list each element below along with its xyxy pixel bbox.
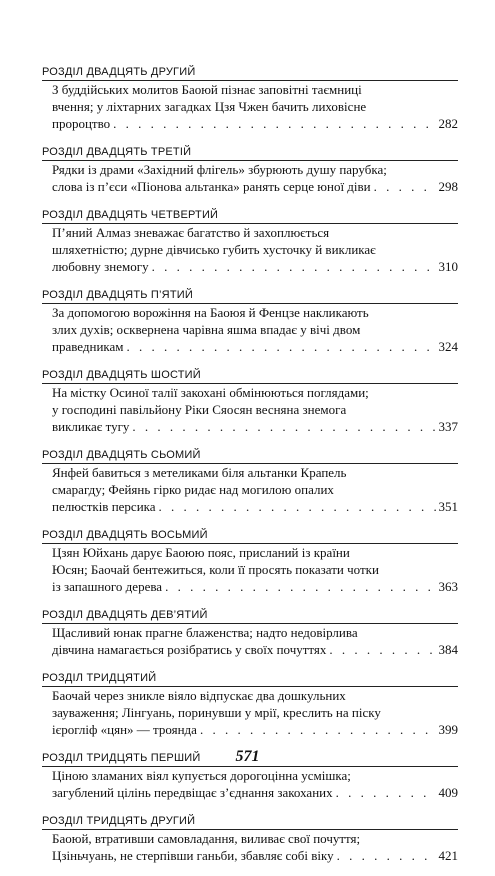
chapter-page-number: 384 — [438, 642, 458, 657]
chapter-page-number: 409 — [438, 785, 458, 800]
summary-line: ієрогліф «цян» — троянда — [52, 722, 197, 737]
summary-last-line — [52, 418, 458, 435]
chapter-summary — [52, 767, 458, 801]
summary-last-line — [52, 784, 458, 801]
chapter-summary — [52, 464, 458, 515]
summary-last-line — [52, 338, 458, 355]
leader-dots — [374, 178, 436, 195]
toc-entry — [42, 207, 458, 275]
chapter-summary — [52, 224, 458, 275]
summary-line: Баоюй, втративши самовладання, виливає свої почуття; — [52, 831, 361, 846]
chapter-summary — [52, 81, 458, 132]
summary-line: пелюстків персика — [52, 499, 156, 514]
summary-line: П’яний Алмаз зневажає багатство й захоплюється — [52, 225, 330, 240]
chapter-page-number: 282 — [438, 116, 458, 131]
summary-line: Цзіньчуань, не стерпівши ганьби, збавляє собі віку — [52, 848, 334, 863]
page-number: 571 — [235, 748, 260, 765]
leader-dots — [127, 338, 436, 355]
chapter-summary — [52, 304, 458, 355]
summary-line: любовну знемогу — [52, 259, 149, 274]
chapter-summary — [52, 161, 458, 195]
summary-last-line — [52, 721, 458, 738]
toc-entry — [42, 64, 458, 132]
chapter-page-number: 310 — [438, 259, 458, 274]
toc-entry — [42, 527, 458, 595]
chapter-page-number: 399 — [438, 722, 458, 737]
summary-line: вчення; у ліхтарних загадках Цзя Чжен бачить лиховісне — [52, 99, 367, 114]
chapter-title: РОЗДІЛ ДВАДЦЯТЬ СЬОМИЙ — [42, 447, 458, 464]
summary-line: праведникам — [52, 339, 124, 354]
chapter-title: РОЗДІЛ ТРИДЦЯТЬ ПЕРШИЙ — [42, 750, 458, 767]
summary-line: смарагду; Фейянь гірко ридає над могилою опалих — [52, 482, 334, 497]
summary-line: За допомогою ворожіння на Баоюя й Фенцзе накликають — [52, 305, 369, 320]
chapter-page-number: 363 — [438, 579, 458, 594]
chapter-page-number: 298 — [438, 179, 458, 194]
chapter-page-number: 324 — [438, 339, 458, 354]
summary-line: З буддійських молитов Баоюй пізнає заповітні таємниці — [52, 82, 362, 97]
summary-line: пророцтво — [52, 116, 111, 131]
summary-line: слова із п’єси «Піонова альтанка» ранять серце юної діви — [52, 179, 371, 194]
chapter-summary — [52, 384, 458, 435]
toc-entry — [42, 813, 458, 864]
leader-dots — [337, 847, 436, 864]
chapter-title: РОЗДІЛ ДВАДЦЯТЬ ЧЕТВЕРТИЙ — [42, 207, 458, 224]
chapter-title: РОЗДІЛ ДВАДЦЯТЬ ТРЕТІЙ — [42, 144, 458, 161]
chapter-page-number: 421 — [438, 848, 458, 863]
summary-line: дівчина намагається розібратись у своїх почуттях — [52, 642, 327, 657]
toc-entry — [42, 447, 458, 515]
summary-line: викликає тугу — [52, 419, 130, 434]
summary-line: Рядки із драми «Західний флігель» збурюють душу парубка; — [52, 162, 387, 177]
summary-line: злих духів; осквернена чарівна яшма впадає у вічі двом — [52, 322, 361, 337]
summary-last-line — [52, 115, 458, 132]
summary-last-line — [52, 641, 458, 658]
summary-line: Баочай через зникле віяло відпускає два дошкульних — [52, 688, 346, 703]
chapter-title: РОЗДІЛ ТРИДЦЯТЬ ДРУГИЙ — [42, 813, 458, 830]
toc-entry — [42, 607, 458, 658]
summary-last-line — [52, 258, 458, 275]
chapter-summary — [52, 624, 458, 658]
leader-dots — [159, 498, 436, 515]
leader-dots — [132, 418, 435, 435]
chapter-title: РОЗДІЛ ДВАДЦЯТЬ ДРУГИЙ — [42, 64, 458, 81]
chapter-page-number: 351 — [438, 499, 458, 514]
summary-line: Юсян; Баочай бентежиться, коли її просять показати чотки — [52, 562, 379, 577]
summary-line: Янфей бавиться з метеликами біля альтанки Крапель — [52, 465, 347, 480]
summary-line: у господині павільйону Ріки Сяосян весняна знемога — [52, 402, 347, 417]
summary-line: зауваження; Лінгуань, поринувши у мрії, креслить на піску — [52, 705, 381, 720]
summary-last-line — [52, 178, 458, 195]
chapter-title: РОЗДІЛ ДВАДЦЯТЬ ДЕВ’ЯТИЙ — [42, 607, 458, 624]
leader-dots — [200, 721, 436, 738]
chapter-title: РОЗДІЛ ТРИДЦЯТИЙ — [42, 670, 458, 687]
summary-line: шляхетністю; дурне дівчисько губить хусточку й викликає — [52, 242, 376, 257]
summary-line: загублений цілінь передвіщає з’єднання закоханих — [52, 785, 333, 800]
leader-dots — [336, 784, 436, 801]
chapter-summary — [52, 544, 458, 595]
summary-line: Ціною зламаних віял купується дорогоцінна усмішка; — [52, 768, 351, 783]
chapter-summary — [52, 830, 458, 864]
leader-dots — [152, 258, 436, 275]
toc-entry — [42, 287, 458, 355]
leader-dots — [165, 578, 435, 595]
chapter-page-number: 337 — [438, 419, 458, 434]
chapter-title: РОЗДІЛ ДВАДЦЯТЬ ВОСЬМИЙ — [42, 527, 458, 544]
toc-entry — [42, 367, 458, 435]
chapter-title: РОЗДІЛ ДВАДЦЯТЬ ШОСТИЙ — [42, 367, 458, 384]
chapter-title: РОЗДІЛ ДВАДЦЯТЬ П’ЯТИЙ — [42, 287, 458, 304]
chapter-summary — [52, 687, 458, 738]
summary-line: із запашного дерева — [52, 579, 163, 594]
summary-last-line — [52, 498, 458, 515]
summary-line: На містку Осиної талії закохані обмінюються поглядами; — [52, 385, 369, 400]
leader-dots — [329, 641, 435, 658]
toc-entry — [42, 670, 458, 738]
summary-line: Цзян Юйхань дарує Баоюю пояс, присланий із країни — [52, 545, 350, 560]
toc-entry — [42, 144, 458, 195]
summary-line: Щасливий юнак прагне блаженства; надто недовірлива — [52, 625, 358, 640]
leader-dots — [113, 115, 435, 132]
summary-last-line — [52, 578, 458, 595]
summary-last-line — [52, 847, 458, 864]
